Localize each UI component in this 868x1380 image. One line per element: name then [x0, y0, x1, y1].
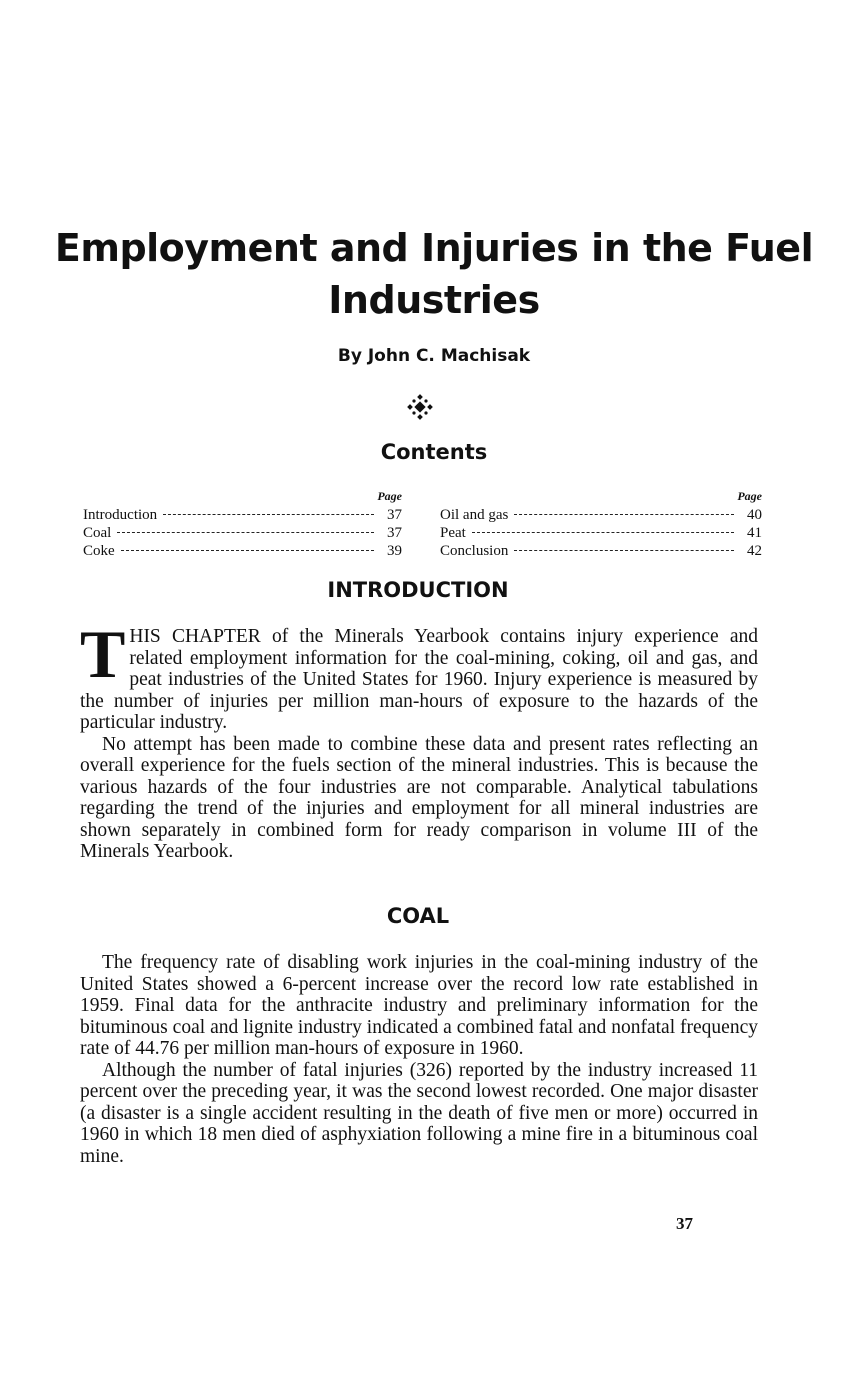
introduction-paragraph-1: [80, 616, 758, 734]
leader-dots: [163, 514, 374, 515]
contents-entry-page: 40: [747, 507, 762, 523]
contents-entry-coke[interactable]: [83, 542, 402, 560]
contents-entry-conclusion[interactable]: [440, 542, 762, 560]
introduction-body: [80, 616, 758, 863]
coal-body: [80, 952, 758, 1167]
coal-paragraph-1: The frequency rate of disabling work injuries in the coal-mining industry of the United States showed a 6-percent increase over the record low rate established in 1959. Final data for the anthracite industry and preliminary information for the bituminous coal and lignite industry indicated a combined fatal and nonfatal frequency rate of 44.76 per million man-hours of exposure in 1960.: [80, 952, 758, 1059]
leader-dots: [472, 532, 734, 533]
contents-entry-label: Coal: [83, 525, 112, 541]
contents-entry-page: 39: [387, 543, 402, 559]
contents-entry-page: 42: [747, 543, 762, 559]
contents-entry-label: Oil and gas: [440, 507, 509, 523]
introduction-heading: INTRODUCTION: [327, 578, 509, 602]
contents-entry-label: Peat: [440, 525, 466, 541]
contents-entry-label: Coke: [83, 543, 115, 559]
contents-heading: Contents: [380, 440, 488, 464]
fleuron-ornament-icon: [407, 394, 433, 420]
contents-page-label: Page: [737, 489, 762, 503]
contents-entry-label: Introduction: [83, 507, 158, 523]
leader-dots: [514, 514, 734, 515]
page-number: 37: [676, 1214, 693, 1233]
contents-column-right: [440, 488, 762, 560]
leader-dots: [121, 550, 374, 551]
contents-entry-page: 37: [387, 525, 402, 541]
page-title: Employment and Injuries in the Fuel Industries: [54, 226, 814, 322]
contents-page-label: Page: [377, 489, 402, 503]
contents-entry-peat[interactable]: [440, 524, 762, 542]
coal-paragraph-2: Although the number of fatal injuries (326) reported by the industry increased 11 percent over the preceding year, it was the second lowest recorded. One major disaster (a disaster is a single accident resulting in the death of five men or more) occurred in 1960 in which 18 men died of asphyxiation following a mine fire in a bituminous coal mine.: [80, 1059, 758, 1167]
drop-cap: T: [80, 616, 126, 692]
paragraph-text: of the Minerals Yearbook contains injury experience and related employment information for the coal-mining, coking, oil and gas, and peat industries of the United States for 1960. Injury experience is measured by the number of injuries per million man-hours of exposure to the hazards of the particular industry.: [80, 626, 758, 733]
author-byline: By John C. Machisak: [337, 346, 531, 366]
leader-dots: [117, 532, 374, 533]
contents-entry-label: Conclusion: [440, 543, 509, 559]
contents-column-left: [83, 488, 402, 560]
contents-entry-page: 41: [747, 525, 762, 541]
leader-dots: [514, 550, 734, 551]
lead-caps: HIS CHAPTER: [129, 626, 261, 647]
contents-entry-page: 37: [387, 507, 402, 523]
contents-entry-introduction[interactable]: [83, 506, 402, 524]
contents-entry-oil-and-gas[interactable]: [440, 506, 762, 524]
coal-heading: COAL: [386, 904, 450, 928]
contents-entry-coal[interactable]: [83, 524, 402, 542]
introduction-paragraph-2: No attempt has been made to combine these data and present rates reflecting an overall experience for the fuels section of the mineral industries. This is because the various hazards of the four industries are not comparable. Analytical tabulations regarding the trend of the injuries and employment for all mineral industries are shown separately in combined form for ready comparison in volume III of the Minerals Yearbook.: [80, 733, 758, 862]
